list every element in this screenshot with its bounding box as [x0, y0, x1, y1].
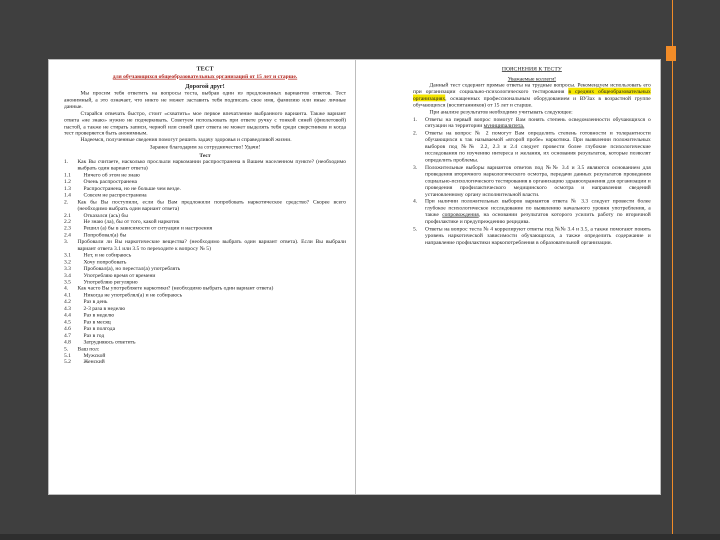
option-text: Нет, и не собираюсь [83, 251, 132, 258]
answer-option [64, 339, 346, 346]
intro-paragraph: Мы просим тебя ответить на вопросы теста, выбрав один из предложенных вариантов ответов. Тест анонимный, а это означает, что никто не может заставить тебя подписать свое имя, фамилию или иные личные данные. [64, 89, 346, 110]
option-number: 2.4 [64, 231, 71, 238]
explanation-item [413, 164, 651, 197]
item-text: Положительные выборы вариантов ответов под №№ 3.4 и 3.5 являются основанием для проведения вторичного наркологического осмотра, передачи данных результатов проведения социально-психологического тестирования в организацию здравоохранения для организации и проведения профилактического медицинского осмотра и направления сведений установленному органу исполнительной власти. [425, 163, 651, 197]
answer-option [64, 325, 346, 332]
question-2 [64, 199, 346, 212]
question-number: 1. [64, 157, 69, 165]
question-text: Как бы Вы поступили, если бы Вам предложили попробовать наркотическое средство? Скорее всего (необходимо выбрать один вариант ответа) [77, 197, 346, 212]
option-text: Пробовал(а), но перестал(а) употреблять [83, 264, 181, 272]
item-text [425, 198, 651, 225]
option-number: 1.3 [64, 184, 71, 192]
test-page [49, 60, 358, 494]
slide-accent-line [672, 0, 673, 540]
slide-bottom-band [0, 534, 720, 540]
option-text: Совсем не распространена [83, 191, 147, 198]
analysis-note: При анализе результатов необходимо учитывать следующее: [429, 107, 573, 115]
option-number: 3.5 [64, 277, 71, 285]
explanation-item [413, 130, 651, 163]
question-5 [64, 345, 346, 352]
option-text: Не знаю (ла), бы от того, какой наркотик [83, 217, 180, 225]
option-number: 1.4 [64, 191, 71, 198]
option-number: 2.1 [64, 211, 71, 218]
question-1 [64, 158, 346, 171]
option-text: Хочу попробовать [83, 257, 127, 265]
item-text-part: , на основании результатов которого усилить работу по вторичной профилактике и предупреждению рецидива. [425, 210, 651, 225]
intro-text: , оснащенных профессиональным оборудованием и ВУЗах в возрастной группе обучающихся (воспитанников) от 15 лет и старше. [413, 94, 651, 108]
option-number: 4.1 [64, 291, 71, 299]
option-text: Никогда не употреблял(а) и не собираюсь [83, 291, 183, 299]
question-number: 5. [64, 344, 69, 352]
item-number: 5. [413, 225, 418, 232]
option-text: Мужской [83, 351, 106, 359]
explanation-item [413, 116, 651, 129]
option-text: Раз в неделю [83, 311, 115, 319]
item-text-part: При наличии положительных выборов вариантов ответа № 3.3 следует провести более глубокое психологическое исследование по выявлению начального уровня употребления, а также [425, 197, 651, 218]
item-number: 1. [413, 115, 418, 122]
explanation-item [413, 198, 651, 225]
option-number: 5.2 [64, 358, 71, 365]
item-number: 2. [413, 129, 418, 137]
question-number: 4. [64, 284, 69, 292]
item-number: 3. [413, 163, 418, 171]
item-text: Ответы на вопрос теста № 4 коррелируют ответы под №№ 3.4 и 3.5, а также помогают понять уровень наркотической зависимости обучающихся, а также определить содержание и направление профилактики наркопотребления в образовательной организации. [425, 225, 651, 246]
test-title: ТЕСТ [196, 65, 214, 72]
explanation-item [413, 226, 651, 246]
test-section-heading: Тест [199, 151, 211, 159]
item-text [425, 116, 651, 129]
question-text: Как часто Вы употребляете наркотики? (необходимо выбрать один вариант ответа) [77, 284, 274, 292]
option-text: Употребляю регулярно [83, 277, 138, 285]
option-text: Попробовал(а) бы [83, 231, 127, 238]
hope-paragraph: Надеемся, полученные сведения помогут решить задачу здоровья и справедливой жизни. [80, 136, 292, 143]
option-text: Раз в год [83, 331, 105, 339]
intro-text: Данный тест содержит прямые ответы на трудные вопросы. Рекомендуем использовать его при организации социально-психологического тестирования [413, 81, 651, 95]
explanation-salutation: Уважаемые коллеги! [507, 75, 557, 82]
highlighted-text: в средних общеобразовательных [568, 87, 651, 95]
underlined-text: сопровождения [442, 210, 479, 218]
option-number: 4.3 [64, 304, 71, 312]
option-text: Раз в полгода [83, 324, 116, 332]
option-text: Затрудняюсь ответить [83, 338, 136, 345]
option-number: 4.5 [64, 318, 71, 325]
option-text: Употребляю время от времени [83, 271, 156, 278]
option-number: 4.7 [64, 331, 71, 339]
question-text: Как Вы считаете, насколько прослыли наркомании распространена в Вашем населенном пункте? (необходимо выбрать один вариант ответа) [77, 157, 346, 172]
thanks-line: Заранее благодарим за сотрудничество! Удачи! [149, 143, 261, 151]
test-subtitle: для обучающихся общеобразовательных организаций от 15 лет и старше. [112, 72, 298, 80]
option-text: Отказался (ась) бы [83, 211, 128, 218]
option-number: 3.2 [64, 257, 71, 265]
option-text: 2-3 раза в неделю [83, 304, 126, 312]
slide-accent-marker [666, 46, 676, 61]
greeting: Дорогой друг! [185, 82, 225, 90]
question-number: 3. [64, 237, 69, 245]
option-number: 2.2 [64, 217, 71, 225]
option-number: 1.2 [64, 177, 71, 185]
option-number: 4.2 [64, 297, 71, 305]
option-text: Распространена, но не больше чем везде. [83, 184, 181, 192]
option-text: Ничего об этом не знаю [83, 171, 140, 178]
underlined-text: муниципалитета. [483, 121, 525, 129]
question-text: Пробовали ли Вы наркотические вещества? (необходимо выбрать один вариант ответа). Если Вы выбрали вариант ответа 3.1 или 3.5 то переходите к вопросу № 5) [77, 237, 346, 252]
option-text: Решил (а) бы в зависимости от ситуации и настроения [83, 224, 213, 232]
option-text: Очень распространена [83, 177, 138, 185]
answer-option [64, 352, 346, 359]
question-text: Ваш пол: [77, 344, 100, 352]
answer-option [64, 359, 346, 366]
option-number: 5.1 [64, 351, 71, 359]
option-number: 4.6 [64, 324, 71, 332]
option-number: 4.8 [64, 338, 71, 345]
instructions-paragraph: Старайся отвечать быстро, стоит «схватить» мое первое впечатление выбранного варианта. Также вариант ответа «не знаю» нужно не подчеркивать. Советуем использовать при ответе ручку с тонкой синей (фиолетовой) пастой, а также не стирать записи, черной или синей цвет ответа не может выделять тебя среди сверстников и когда тест проверяется быть анонимным. [64, 109, 346, 137]
item-text: Ответы на вопрос № 2 помогут Вам определить степень готовности и толерантности обучающихся к так называемой «второй пробе» наркотика. При выявлении положительных выборов под №№ 2.2, 2.3 и 2.4 следует провести более глубокие психологические исследования по изучению интереса и желания, их основания результатов, которые позволят определить проблемы. [425, 129, 651, 163]
option-text: Женский [83, 358, 105, 365]
option-number: 3.3 [64, 264, 71, 272]
explanation-page [356, 60, 660, 494]
highlighted-text: организациях [413, 94, 446, 102]
option-text: Раз в день [83, 297, 108, 305]
explanation-title: ПОЯСНЕНИЯ К ТЕСТУ [501, 65, 562, 72]
option-text: Раз в месяц [83, 318, 111, 325]
question-3 [64, 239, 346, 252]
item-number: 4. [413, 197, 418, 205]
item-text-part: Ответы на первый вопрос помогут Вам понять степень осведомленности обучающихся о ситуации на территории [425, 115, 651, 129]
option-number: 4.4 [64, 311, 71, 319]
option-number: 3.1 [64, 251, 71, 258]
option-number: 2.3 [64, 224, 71, 232]
explanation-intro [413, 82, 651, 109]
option-number: 3.4 [64, 271, 71, 278]
question-number: 2. [64, 197, 69, 205]
option-number: 1.1 [64, 171, 71, 178]
